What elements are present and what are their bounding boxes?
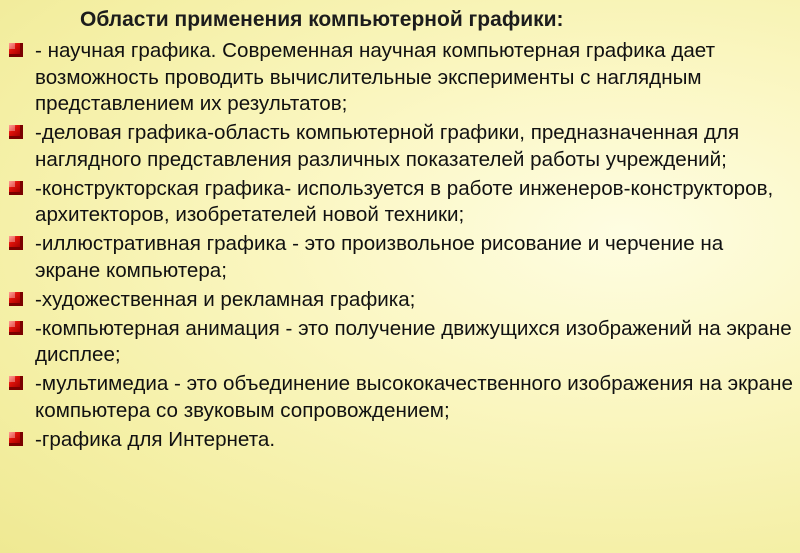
list-item-text: -художественная и рекламная графика; — [35, 287, 416, 311]
bullet-list — [0, 38, 800, 456]
list-item — [0, 287, 800, 314]
square-bullet-icon — [9, 181, 23, 195]
list-item-text: -компьютерная анимация - это получение движущихся изображений на экране дисплее; — [35, 316, 792, 366]
list-item-text: - научная графика. Современная научная компьютерная графика дает возможность проводить вычислительные эксперименты с наглядным представлением их результатов; — [35, 39, 716, 115]
list-item-text: -иллюстративная графика - это произвольное рисование и черчение на экране компьютера; — [35, 232, 724, 282]
square-bullet-icon — [9, 376, 23, 390]
square-bullet-icon — [9, 292, 23, 306]
list-item — [0, 316, 800, 369]
square-bullet-icon — [9, 432, 23, 446]
list-item-text: -мультимедиа - это объединение высококачественного изображения на экране компьютера со звуковым сопровождением; — [35, 372, 793, 422]
list-item — [0, 231, 800, 284]
square-bullet-icon — [9, 43, 23, 57]
square-bullet-icon — [9, 125, 23, 139]
list-item-text: -графика для Интернета. — [35, 427, 276, 451]
list-item-text: -деловая графика-область компьютерной графики, предназначенная для наглядного представления различных показателей работы учреждений; — [35, 121, 740, 171]
list-item — [0, 176, 800, 229]
list-item — [0, 427, 800, 454]
list-item — [0, 38, 800, 118]
list-item — [0, 120, 800, 173]
list-item-text: -конструкторская графика- используется в работе инженеров-конструкторов, архитекторов, изобретателей новой техники; — [35, 176, 774, 226]
slide-title: Области применения компьютерной графики: — [80, 8, 564, 31]
list-item — [0, 371, 800, 424]
square-bullet-icon — [9, 321, 23, 335]
square-bullet-icon — [9, 236, 23, 250]
